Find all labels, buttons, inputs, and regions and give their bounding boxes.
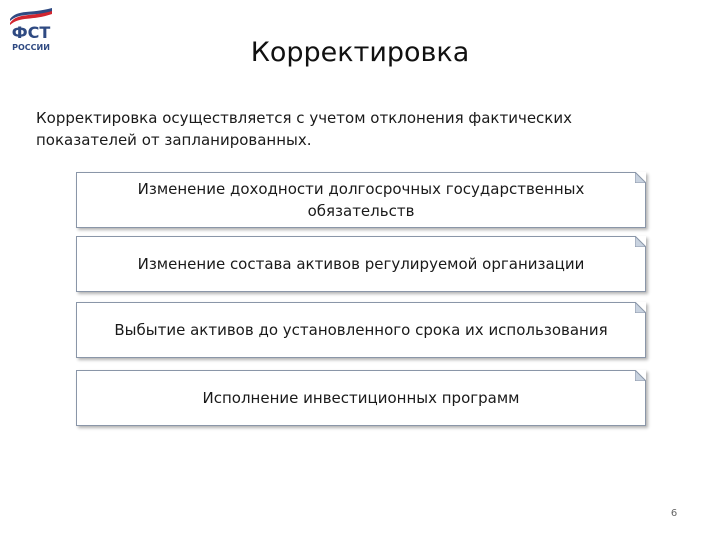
factor-box-bond-yield — [76, 172, 646, 228]
factor-box-label: Выбытие активов до установленного срока их использования — [114, 321, 608, 339]
intro-text: Корректировка осуществляется с учетом отклонения фактических показателей от запланированных. — [36, 109, 572, 149]
folded-corner-icon — [635, 172, 646, 183]
factor-box-asset-retirement — [76, 302, 646, 358]
folded-corner-icon — [635, 236, 646, 247]
factor-box-label: Изменение доходности долгосрочных государственных обязательств — [137, 180, 585, 220]
folded-corner-icon — [635, 302, 646, 313]
slide-title: Корректировка — [250, 37, 470, 68]
page-number: 6 — [670, 508, 678, 519]
factor-box-asset-composition — [76, 236, 646, 292]
factor-box-investment-programs — [76, 370, 646, 426]
factor-box-label: Исполнение инвестиционных программ — [202, 389, 520, 407]
factor-box-label: Изменение состава активов регулируемой организации — [137, 255, 585, 273]
folded-corner-icon — [635, 370, 646, 381]
logo-country: РОССИИ — [12, 43, 50, 52]
logo-abbreviation: ФСТ — [11, 23, 51, 42]
